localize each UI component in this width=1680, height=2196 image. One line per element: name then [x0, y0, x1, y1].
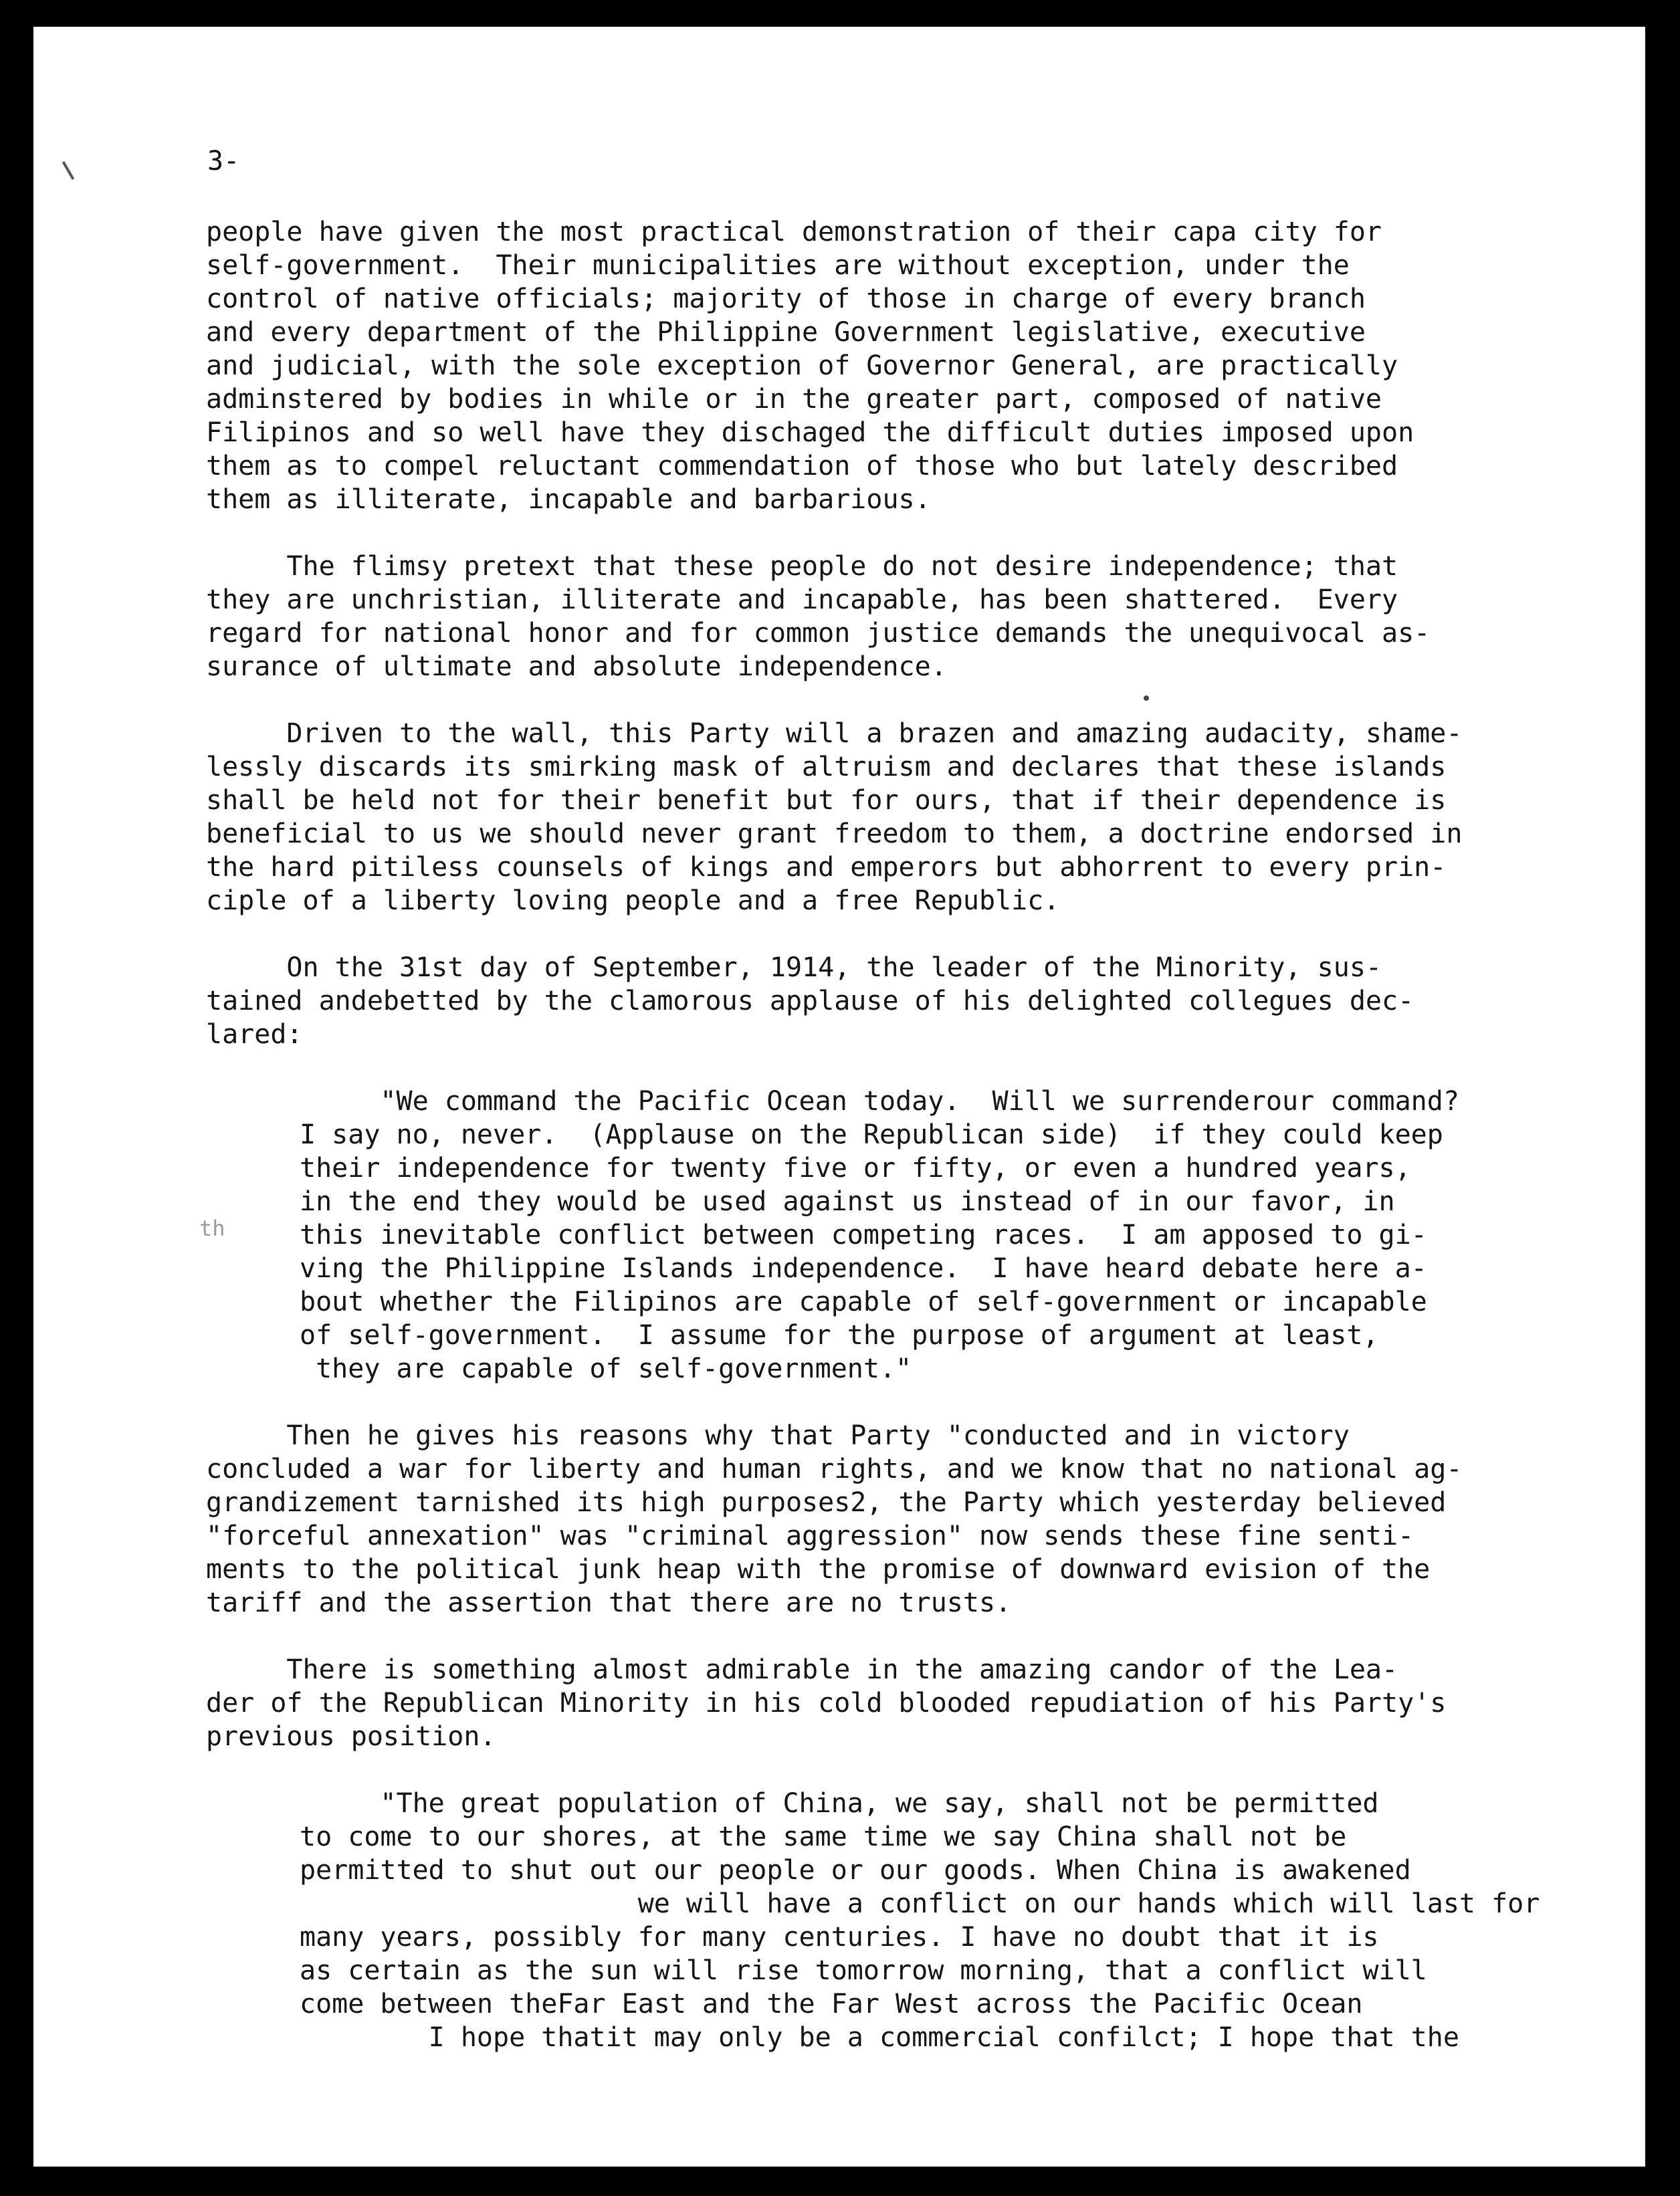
paragraph: [206, 717, 1617, 917]
text-line: "The great population of China, we say, shall not be permitted: [300, 1788, 1379, 1819]
paragraph: [206, 550, 1617, 683]
text-line: adminstered by bodies in while or in the greater part, composed of native: [206, 384, 1382, 415]
text-line: shall be held not for their benefit but for ours, that if their dependence is: [206, 785, 1447, 816]
text-line: to come to our shores, at the same time we say China shall not be: [300, 1822, 1347, 1852]
text-line: their independence for twenty five or fifty, or even a hundred years,: [300, 1153, 1411, 1184]
text-line: regard for national honor and for common justice demands the unequivocal as-: [206, 618, 1431, 649]
page-number: 3-: [207, 146, 240, 177]
text-line: we will have a conflict on our hands which will last for: [300, 1888, 1540, 1919]
text-line: previous position.: [206, 1721, 496, 1752]
margin-annotation: th: [199, 1216, 225, 1241]
text-line: in the end they would be used against us instead of in our favor, in: [300, 1186, 1395, 1217]
text-line: ments to the political junk heap with the promise of downward evision of the: [206, 1554, 1431, 1585]
stray-pen-mark: [62, 161, 74, 180]
text-line: grandizement tarnished its high purposes2, the Party which yesterday believed: [206, 1487, 1447, 1518]
text-line: bout whether the Filipinos are capable of self-government or incapable: [300, 1287, 1427, 1317]
text-line: lessly discards its smirking mask of altruism and declares that these islands: [206, 752, 1447, 782]
text-line: control of native officials; majority of those in charge of every branch: [206, 284, 1366, 314]
paragraph: [206, 215, 1617, 516]
text-line: people have given the most practical demonstration of their capa city for: [206, 217, 1382, 247]
text-line: concluded a war for liberty and human rights, and we know that no national ag-: [206, 1454, 1463, 1485]
block-quote: [300, 1085, 1617, 1386]
text-line: The flimsy pretext that these people do not desire independence; that: [206, 551, 1398, 582]
text-line: they are capable of self-government.": [300, 1353, 912, 1384]
text-line: as certain as the sun will rise tomorrow morning, that a conflict will: [300, 1955, 1427, 1986]
text-line: permitted to shut out our people or our goods. When China is awakened: [300, 1855, 1411, 1886]
text-line: On the 31st day of September, 1914, the leader of the Minority, sus-: [206, 952, 1382, 983]
text-line: tained andebetted by the clamorous applause of his delighted collegues dec-: [206, 986, 1414, 1016]
document-body: [206, 215, 1617, 2088]
text-line: them as to compel reluctant commendation of those who but lately described: [206, 451, 1398, 481]
text-line: beneficial to us we should never grant freedom to them, a doctrine endorsed in: [206, 818, 1463, 849]
text-line: "We command the Pacific Ocean today. Will we surrenderour command?: [300, 1086, 1459, 1117]
text-line: der of the Republican Minority in his cold blooded repudiation of his Party's: [206, 1688, 1447, 1719]
text-line: I hope thatit may only be a commercial confilct; I hope that the: [300, 2022, 1459, 2053]
text-line: There is something almost admirable in the amazing candor of the Lea-: [206, 1654, 1398, 1685]
document-page: [33, 27, 1645, 2167]
text-line: surance of ultimate and absolute independence.: [206, 651, 947, 682]
text-line: "forceful annexation" was "criminal aggression" now sends these fine senti-: [206, 1521, 1414, 1551]
text-line: I say no, never. (Applause on the Republican side) if they could keep: [300, 1119, 1443, 1150]
text-line: the hard pitiless counsels of kings and emperors but abhorrent to every prin-: [206, 852, 1447, 883]
paragraph: [206, 951, 1617, 1051]
text-line: tariff and the assertion that there are no trusts.: [206, 1587, 1012, 1618]
text-line: this inevitable conflict between competing races. I am apposed to gi-: [300, 1220, 1427, 1250]
text-line: ving the Philippine Islands independence. I have heard debate here a-: [300, 1253, 1427, 1284]
text-line: and judicial, with the sole exception of Governor General, are practically: [206, 350, 1398, 381]
text-line: of self-government. I assume for the purpose of argument at least,: [300, 1320, 1379, 1351]
paragraph: [206, 1653, 1617, 1753]
text-line: they are unchristian, illiterate and incapable, has been shattered. Every: [206, 584, 1398, 615]
text-line: Filipinos and so well have they dischaged the difficult duties imposed upon: [206, 417, 1414, 448]
text-line: self-government. Their municipalities are without exception, under the: [206, 250, 1350, 281]
text-line: Driven to the wall, this Party will a brazen and amazing audacity, shame-: [206, 718, 1463, 749]
text-line: and every department of the Philippine Government legislative, executive: [206, 317, 1366, 348]
text-line: lared:: [206, 1019, 303, 1050]
text-line: them as illiterate, incapable and barbarious.: [206, 484, 931, 515]
text-line: ciple of a liberty loving people and a free Republic.: [206, 885, 1060, 916]
text-line: come between theFar East and the Far West across the Pacific Ocean: [300, 1989, 1363, 2019]
text-line: Then he gives his reasons why that Party "conducted and in victory: [206, 1420, 1350, 1451]
block-quote: [300, 1787, 1617, 2054]
paragraph: [206, 1419, 1617, 1620]
text-line: many years, possibly for many centuries. I have no doubt that it is: [300, 1922, 1379, 1953]
